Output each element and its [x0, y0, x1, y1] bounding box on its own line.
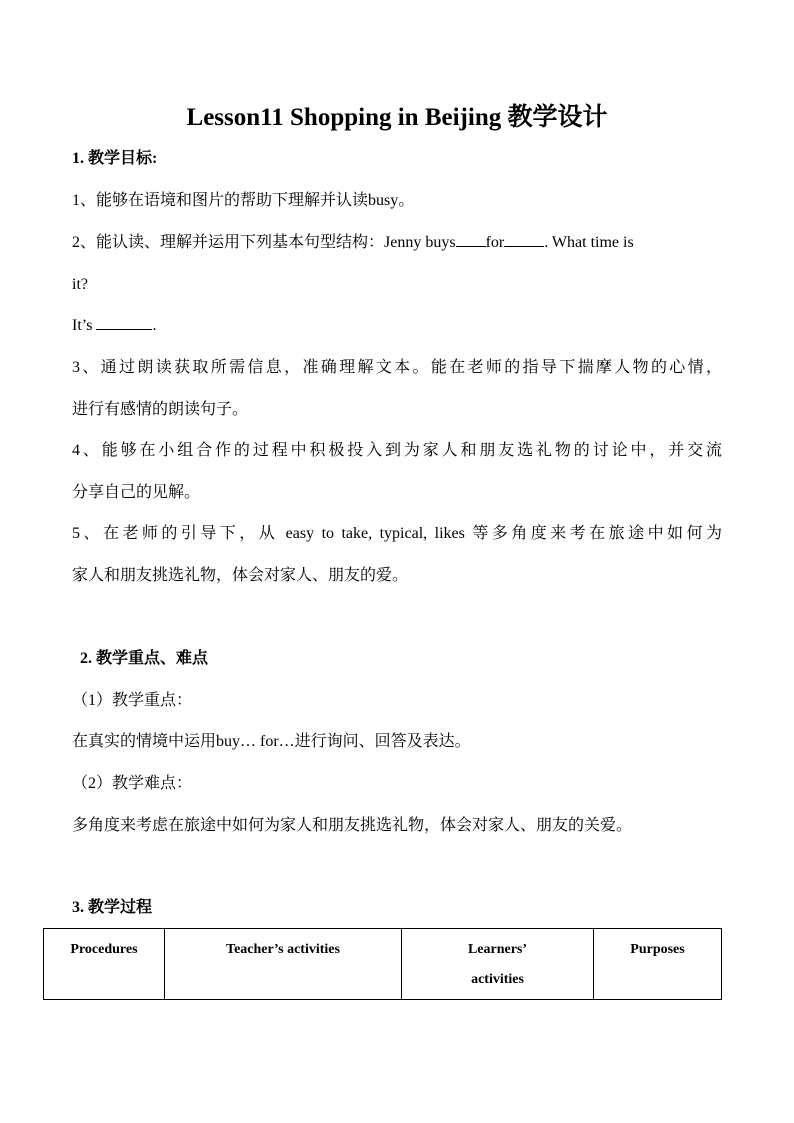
header-purposes: Purposes: [594, 929, 722, 1000]
header-procedures: Procedures: [44, 929, 165, 1000]
section2-heading: 2. 教学重点、难点: [80, 650, 209, 667]
objective-5-line2: 家人和朋友挑选礼物，体会对家人、朋友的爱。: [72, 567, 409, 584]
procedure-table: [43, 928, 722, 1000]
objective-2-answer-text-a: It’s: [72, 317, 97, 334]
header-learners-line1: Learners’: [467, 942, 528, 957]
section1-heading: 1. 教学目标:: [72, 150, 158, 167]
fill-blank-1: [456, 232, 486, 247]
key-point-label: （1）教学重点：: [72, 692, 193, 709]
objective-3-line2: 进行有感情的朗读句子。: [72, 401, 249, 418]
objective-4-line1: 4、能够在小组合作的过程中积极投入到为家人和朋友选礼物的讨论中，并交流: [72, 442, 722, 459]
objective-2-answer-text-b: .: [152, 317, 157, 334]
difficult-point-text: 多角度来考虑在旅途中如何为家人和朋友挑选礼物，体会对家人、朋友的关爱。: [72, 817, 633, 834]
header-learners-line2: activities: [471, 972, 524, 987]
objective-2-continuation: it?: [72, 276, 88, 293]
fill-blank-2: [504, 232, 544, 247]
document-title: Lesson11 Shopping in Beijing 教学设计: [186, 104, 608, 131]
objective-3-line1: 3、通过朗读获取所需信息，准确理解文本。能在老师的指导下揣摩人物的心情，: [72, 359, 722, 376]
difficult-point-label: （2）教学难点：: [72, 775, 193, 792]
objective-2-text-a: 2、能认读、理解并运用下列基本句型结构：Jenny buys: [72, 234, 456, 251]
objective-2: [72, 231, 634, 255]
objective-4-line2: 分享自己的见解。: [72, 484, 201, 501]
objective-2-text-b: for: [485, 234, 505, 251]
objective-1: 1、能够在语境和图片的帮助下理解并认读busy。: [72, 192, 415, 209]
objective-5-line1: 5、在老师的引导下，从 easy to take, typical, likes 等多角度来考在旅途中如何为: [72, 525, 722, 542]
objective-2-answer: [72, 314, 156, 338]
header-learners-activities: [402, 929, 594, 1000]
fill-blank-3: [96, 315, 152, 330]
section3-heading: 3. 教学过程: [72, 899, 153, 916]
table-header-row: [44, 929, 722, 1000]
header-teacher-activities: Teacher’s activities: [165, 929, 402, 1000]
objective-2-text-c: . What time is: [544, 234, 634, 251]
key-point-text: 在真实的情境中运用buy… for…进行询问、回答及表达。: [72, 733, 471, 750]
